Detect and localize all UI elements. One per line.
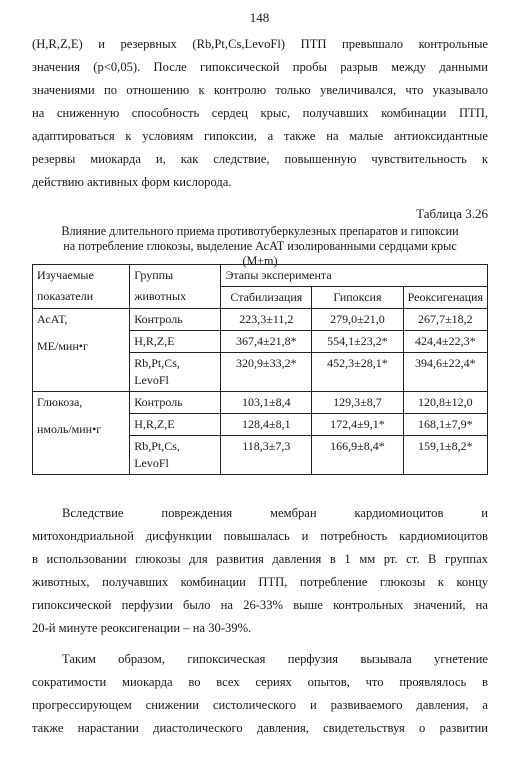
group-text: LevoFl xyxy=(134,456,169,470)
text-line: в использовании глюкозы для развития давления в 1 мм рт. ст. В группах xyxy=(32,552,488,566)
value-cell: 223,3±11,2 xyxy=(221,309,312,331)
text-line: резервы миокарда и, как следствие, повышенную чувствительность к xyxy=(32,152,488,166)
value-cell: 159,1±8,2* xyxy=(403,436,487,475)
value-cell: 554,1±23,2* xyxy=(312,331,403,353)
text-line: гипоксической перфузии было на 26-33% выше контрольных значений, на xyxy=(32,598,488,612)
value-cell: 320,9±33,2* xyxy=(221,353,312,392)
group-text: Контроль xyxy=(134,395,183,409)
value-cell: 118,3±7,3 xyxy=(221,436,312,475)
indicator-text: Глюкоза, xyxy=(37,395,83,409)
text-line: животных, получавших комбинации ПТП, потребление глюкозы к концу xyxy=(32,575,488,589)
value-cell: 267,7±18,2 xyxy=(403,309,487,331)
value-cell: 452,3±28,1* xyxy=(312,353,403,392)
header-stage: Гипоксия xyxy=(312,287,403,309)
paragraph-2 xyxy=(32,502,488,640)
table-title-line: Влияние длительного приема противотуберкулезных препаратов и гипоксии xyxy=(61,224,459,238)
page-number: 148 xyxy=(249,10,270,25)
table-row xyxy=(33,309,488,331)
indicator-text: АсАТ, xyxy=(37,312,68,326)
text-line: 20-й минуте реоксигенации – на 30-39%. xyxy=(32,621,252,635)
group-cell xyxy=(130,309,221,331)
group-cell xyxy=(130,436,221,475)
indicator-text: нмоль/мин•г xyxy=(37,422,102,436)
text-line: Вследствие повреждения мембран кардиомиоцитов и xyxy=(62,506,488,520)
value-cell: 129,3±8,7 xyxy=(312,392,403,414)
table-label: Таблица 3.26 xyxy=(416,206,488,221)
text-line: на сниженную способность сердец крыс, получавших комбинации ПТП, xyxy=(32,106,488,120)
group-cell xyxy=(130,331,221,353)
table-header-row xyxy=(33,265,488,287)
group-cell xyxy=(130,353,221,392)
header-stages: Этапы эксперимента xyxy=(221,265,488,287)
header-indicator xyxy=(33,265,130,309)
table-row xyxy=(33,392,488,414)
header-text: животных xyxy=(134,289,187,303)
paragraph-1 xyxy=(32,33,488,194)
text-line: Таким образом, гипоксическая перфузия вызывала угнетение xyxy=(62,652,488,666)
header-groups xyxy=(130,265,221,309)
header-text: показатели xyxy=(37,289,94,303)
text-line: митохондриальной дисфункции повышалась и потребность кардиомиоцитов xyxy=(32,529,488,543)
text-line: также нарастании диастолического давления, свидетельствуя о развитии xyxy=(32,721,488,735)
value-cell: 172,4±9,1* xyxy=(312,414,403,436)
text-line: адаптироваться к условиям гипоксии, а также на малые антиоксидантные xyxy=(32,129,488,143)
text-line: действию активных форм кислорода. xyxy=(32,175,232,189)
paragraph-3 xyxy=(32,648,488,740)
text-line: прогрессирующем снижении систолического и развиваемого давления, а xyxy=(32,698,488,712)
indicator-cell xyxy=(33,392,130,475)
value-cell: 166,9±8,4* xyxy=(312,436,403,475)
group-cell xyxy=(130,392,221,414)
header-stage: Реоксигенация xyxy=(403,287,487,309)
header-stage: Стабилизация xyxy=(221,287,312,309)
value-cell: 424,4±22,3* xyxy=(403,331,487,353)
data-table xyxy=(32,264,488,475)
group-text: H,R,Z,E xyxy=(134,334,175,348)
indicator-cell xyxy=(33,309,130,392)
value-cell: 394,6±22,4* xyxy=(403,353,487,392)
value-cell: 168,1±7,9* xyxy=(403,414,487,436)
text-line: значениями по отношению к контролю только увеличивался, что указывало xyxy=(32,83,488,97)
table-title-line: (M±m) xyxy=(242,254,278,268)
text-line: значения (p<0,05). После гипоксической пробы разрыв между данными xyxy=(32,60,488,74)
header-text: Изучаемые xyxy=(37,268,94,282)
group-text: LevoFl xyxy=(134,373,169,387)
table-title-line: на потребление глюкозы, выделение АсАТ изолированными сердцами крыс xyxy=(63,239,457,253)
group-text: Rb,Pt,Cs, xyxy=(134,439,180,453)
table-title xyxy=(32,224,488,269)
value-cell: 103,1±8,4 xyxy=(221,392,312,414)
value-cell: 279,0±21,0 xyxy=(312,309,403,331)
header-text: Группы xyxy=(134,268,174,282)
group-text: Контроль xyxy=(134,312,183,326)
group-text: Rb,Pt,Cs, xyxy=(134,356,180,370)
text-line: сократимости миокарда во всех сериях опытов, что проявлялось в xyxy=(32,675,488,689)
indicator-text: МЕ/мин•г xyxy=(37,339,88,353)
text-line: (H,R,Z,E) и резервных (Rb,Pt,Cs,LevoFl) ПТП превышало контрольные xyxy=(32,37,488,51)
group-text: H,R,Z,E xyxy=(134,417,175,431)
value-cell: 120,8±12,0 xyxy=(403,392,487,414)
group-cell xyxy=(130,414,221,436)
value-cell: 367,4±21,8* xyxy=(221,331,312,353)
value-cell: 128,4±8,1 xyxy=(221,414,312,436)
